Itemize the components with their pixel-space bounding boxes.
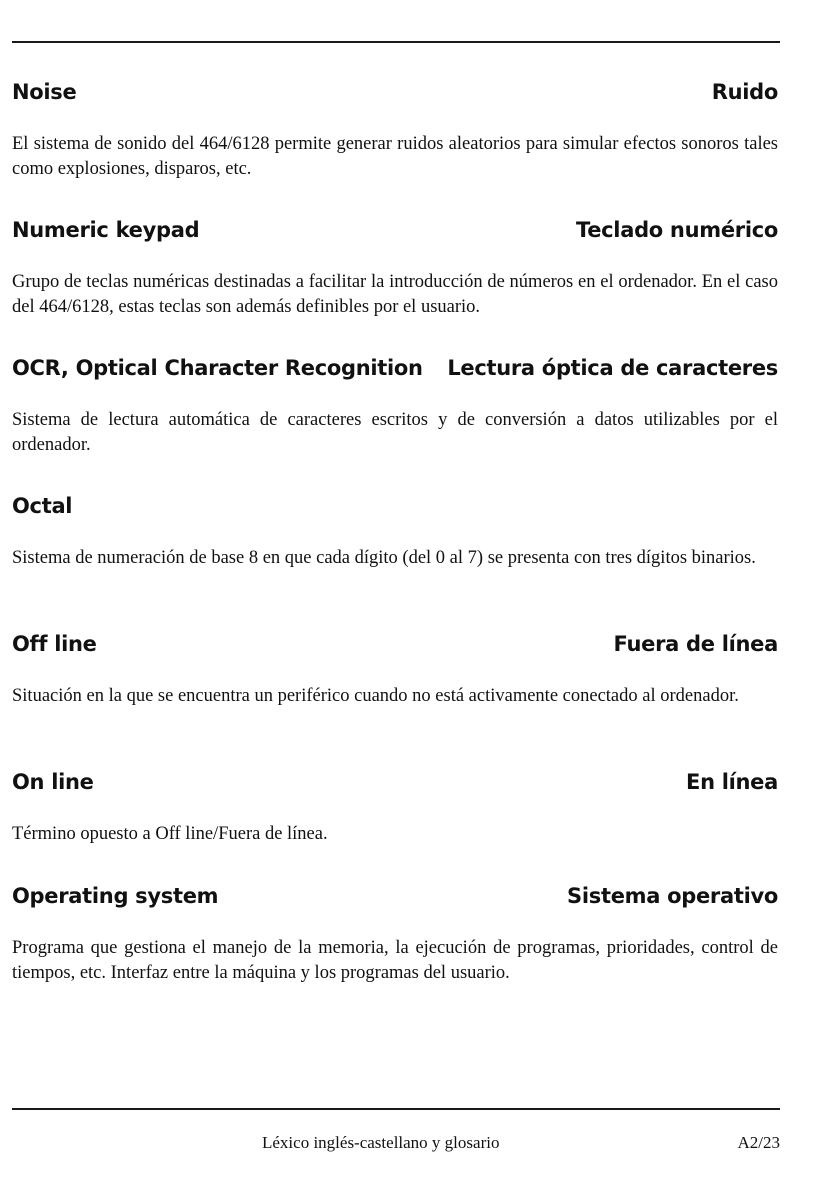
entry-term: On line [12,770,94,794]
entry-heading [12,80,778,110]
glossary-entry-numeric-keypad [12,218,778,320]
entry-term: Off line [12,632,97,656]
page-number: A2/23 [737,1133,780,1152]
entry-definition: Término opuesto a Off line/Fuera de línea. [12,824,328,844]
top-rule [12,41,780,43]
entry-heading [12,494,778,524]
entry-definition: Sistema de lectura automática de caracteres escritos y de conversión a datos utilizables por el ordenador. [12,410,778,455]
glossary-entry-operating-system [12,884,778,986]
entry-translation: Fuera de línea [613,632,778,656]
entry-term: Operating system [12,884,219,908]
entry-translation: Ruido [711,80,778,104]
entry-term: Octal [12,494,73,518]
entry-heading [12,218,778,248]
entry-heading [12,632,778,662]
entry-heading [12,884,778,914]
entry-definition: El sistema de sonido del 464/6128 permite generar ruidos aleatorios para simular efectos sonoros tales como explosiones, disparos, etc. [12,134,778,179]
glossary-entry-on-line [12,770,778,847]
page-footer [12,1133,780,1157]
entry-term: Numeric keypad [12,218,200,242]
entry-term: OCR, Optical Character Recognition [12,356,423,380]
entry-term: Noise [12,80,77,104]
entry-definition: Sistema de numeración de base 8 en que cada dígito (del 0 al 7) se presenta con tres dígitos binarios. [12,548,756,568]
bottom-rule [12,1108,780,1110]
glossary-entry-off-line [12,632,778,709]
entry-heading [12,770,778,800]
entry-definition: Situación en la que se encuentra un periférico cuando no está activamente conectado al ordenador. [12,686,739,706]
entry-translation: Lectura óptica de caracteres [447,356,778,380]
entry-translation: Teclado numérico [575,218,778,242]
glossary-entry-noise [12,80,778,182]
glossary-entry-ocr [12,356,778,458]
entry-definition: Grupo de teclas numéricas destinadas a facilitar la introducción de números en el ordenador. En el caso del 464/6128, estas teclas son además definibles por el usuario. [12,272,778,317]
entry-definition: Programa que gestiona el manejo de la memoria, la ejecución de programas, prioridades, control de tiempos, etc. Interfaz entre la máquina y los programas del usuario. [12,938,778,983]
entry-translation: En línea [686,770,778,794]
footer-title: Léxico inglés-castellano y glosario [262,1133,500,1152]
entry-translation: Sistema operativo [567,884,778,908]
glossary-entry-octal [12,494,778,571]
entry-heading [12,356,778,386]
